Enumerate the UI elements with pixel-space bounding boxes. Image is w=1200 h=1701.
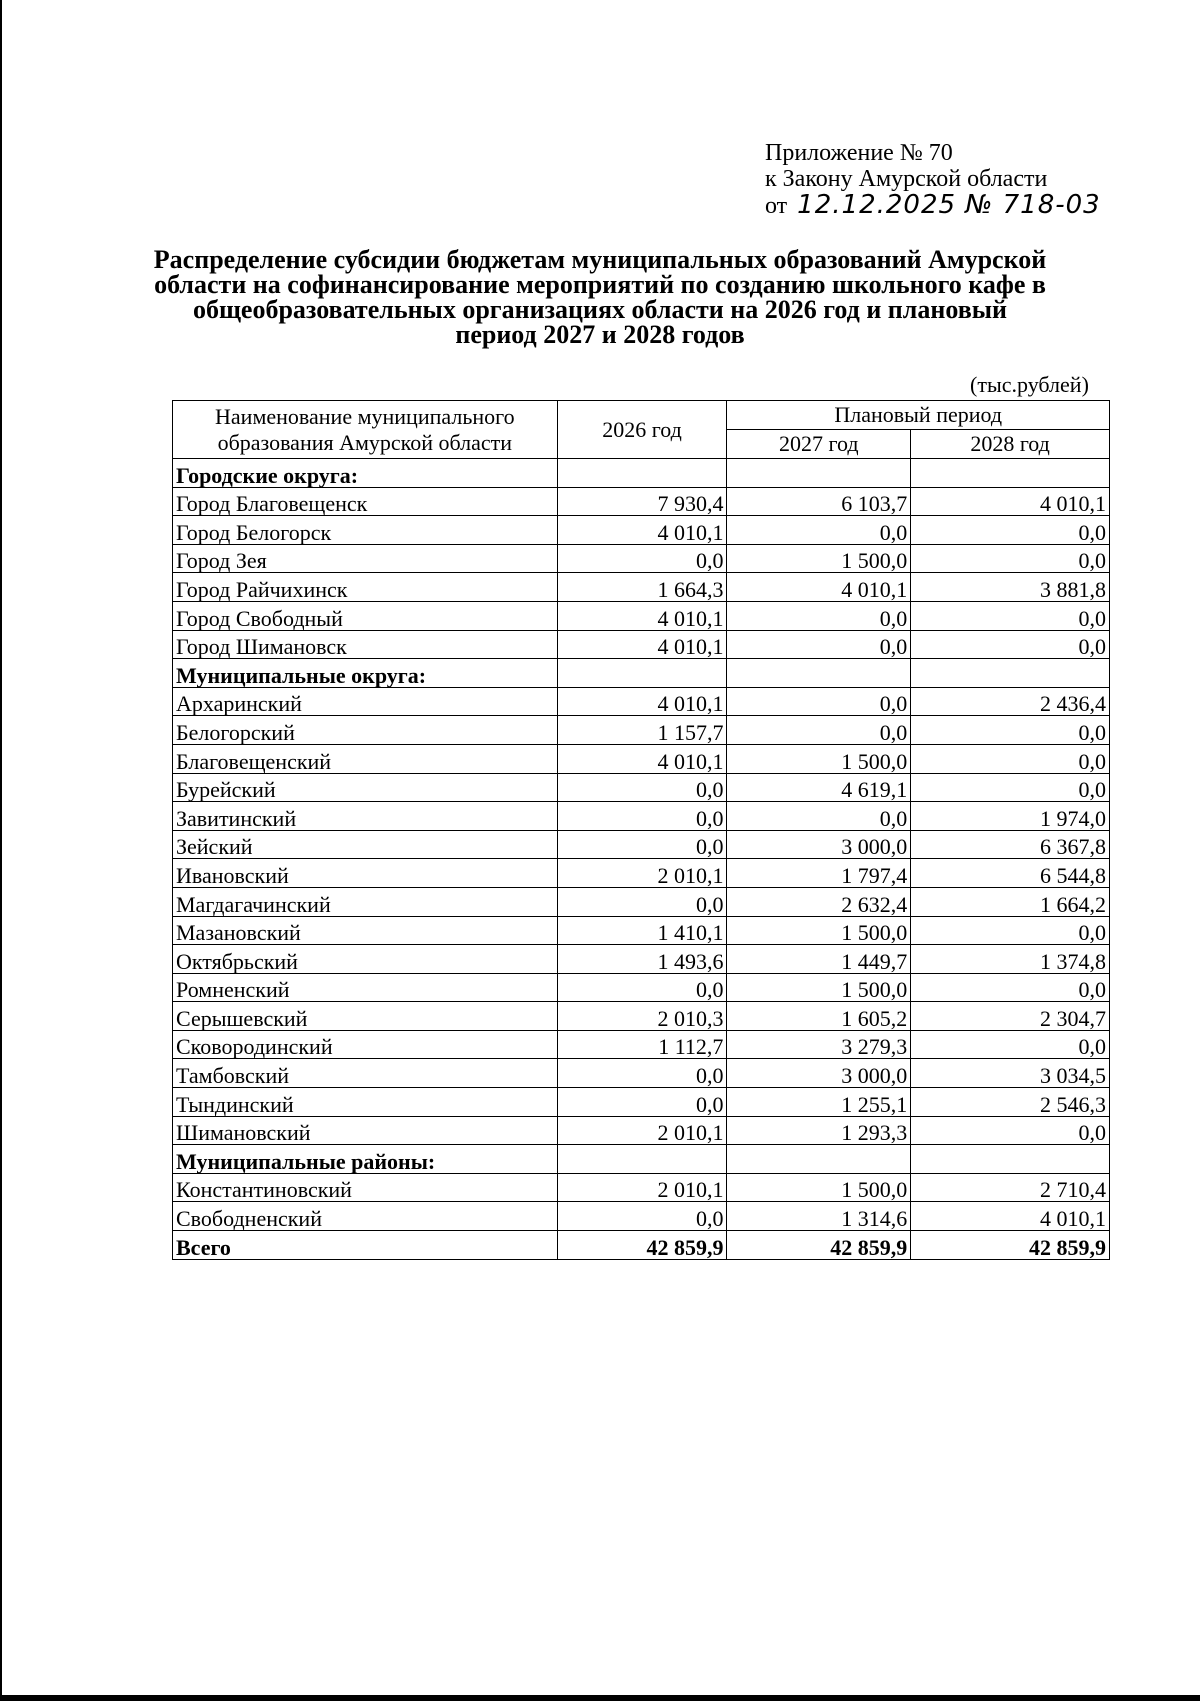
value-2026-cell: 7 930,4 <box>557 487 727 516</box>
value-2027-cell: 4 010,1 <box>727 573 911 602</box>
value-2026-cell: 1 410,1 <box>557 916 727 945</box>
value-2028-cell: 0,0 <box>911 973 1110 1002</box>
table-row <box>173 516 1110 545</box>
annex-date-prefix: от <box>765 193 788 219</box>
value-2027-cell: 0,0 <box>727 687 911 716</box>
row-name-cell: Зейский <box>173 830 558 859</box>
value-2027-cell: 1 500,0 <box>727 1173 911 1202</box>
value-2027-cell: 0,0 <box>727 516 911 545</box>
table-row <box>173 1030 1110 1059</box>
value-2028-cell: 0,0 <box>911 601 1110 630</box>
table-row <box>173 573 1110 602</box>
table-group-row <box>173 459 1110 488</box>
annex-date-line <box>765 192 1101 219</box>
row-name-cell: Шимановский <box>173 1116 558 1145</box>
row-name-cell: Свободненский <box>173 1202 558 1231</box>
value-2028-cell: 2 710,4 <box>911 1173 1110 1202</box>
total-2027-cell: 42 859,9 <box>727 1231 911 1260</box>
value-2028-cell: 4 010,1 <box>911 487 1110 516</box>
value-2027-cell: 4 619,1 <box>727 773 911 802</box>
row-name-cell: Тамбовский <box>173 1059 558 1088</box>
value-2028-cell: 1 374,8 <box>911 945 1110 974</box>
row-name-cell: Город Райчихинск <box>173 573 558 602</box>
table-row <box>173 916 1110 945</box>
row-name-cell: Город Белогорск <box>173 516 558 545</box>
value-2027-cell: 1 500,0 <box>727 744 911 773</box>
table-row <box>173 859 1110 888</box>
row-name-cell: Серышевский <box>173 1002 558 1031</box>
value-2026-cell: 1 493,6 <box>557 945 727 974</box>
table-row <box>173 687 1110 716</box>
row-name-cell: Город Благовещенск <box>173 487 558 516</box>
value-2028-cell: 6 544,8 <box>911 859 1110 888</box>
value-2026-cell <box>557 459 727 488</box>
value-2028-cell: 0,0 <box>911 916 1110 945</box>
scan-bottom-edge <box>0 1695 1200 1701</box>
table-row <box>173 773 1110 802</box>
table-row <box>173 716 1110 745</box>
row-name-cell: Ивановский <box>173 859 558 888</box>
value-2027-cell: 0,0 <box>727 630 911 659</box>
table-row <box>173 802 1110 831</box>
row-name-cell: Сковородинский <box>173 1030 558 1059</box>
header-name: Наименование муниципального образования Амурской области <box>173 401 558 459</box>
table-row <box>173 1002 1110 1031</box>
value-2026-cell: 0,0 <box>557 773 727 802</box>
value-2028-cell: 3 881,8 <box>911 573 1110 602</box>
value-2028-cell <box>911 659 1110 688</box>
table-row <box>173 887 1110 916</box>
value-2026-cell: 0,0 <box>557 887 727 916</box>
row-name-cell: Муниципальные районы: <box>173 1145 558 1174</box>
total-2026-cell: 42 859,9 <box>557 1231 727 1260</box>
value-2028-cell: 1 974,0 <box>911 802 1110 831</box>
value-2026-cell <box>557 1145 727 1174</box>
table-row <box>173 973 1110 1002</box>
value-2026-cell: 0,0 <box>557 1202 727 1231</box>
value-2028-cell: 0,0 <box>911 744 1110 773</box>
value-2027-cell <box>727 1145 911 1174</box>
table-total-row <box>173 1231 1110 1260</box>
value-2027-cell: 3 279,3 <box>727 1030 911 1059</box>
value-2026-cell: 4 010,1 <box>557 687 727 716</box>
value-2026-cell: 2 010,1 <box>557 859 727 888</box>
value-2026-cell: 4 010,1 <box>557 516 727 545</box>
value-2028-cell: 2 546,3 <box>911 1088 1110 1117</box>
value-2026-cell <box>557 659 727 688</box>
value-2027-cell: 1 797,4 <box>727 859 911 888</box>
value-2027-cell: 0,0 <box>727 716 911 745</box>
value-2026-cell: 0,0 <box>557 973 727 1002</box>
row-name-cell: Ромненский <box>173 973 558 1002</box>
row-name-cell: Муниципальные округа: <box>173 659 558 688</box>
total-2028-cell: 42 859,9 <box>911 1231 1110 1260</box>
table-row <box>173 830 1110 859</box>
value-2028-cell: 2 436,4 <box>911 687 1110 716</box>
table-row <box>173 945 1110 974</box>
unit-label: (тыс.рублей) <box>970 372 1089 397</box>
value-2026-cell: 4 010,1 <box>557 744 727 773</box>
value-2028-cell: 0,0 <box>911 544 1110 573</box>
value-2027-cell: 1 605,2 <box>727 1002 911 1031</box>
row-name-cell: Город Шимановск <box>173 630 558 659</box>
table-header <box>173 401 1110 459</box>
value-2026-cell: 1 664,3 <box>557 573 727 602</box>
distribution-table <box>172 400 1110 1260</box>
value-2026-cell: 4 010,1 <box>557 630 727 659</box>
row-name-cell: Город Свободный <box>173 601 558 630</box>
table-row <box>173 1173 1110 1202</box>
table-row <box>173 630 1110 659</box>
row-name-cell: Белогорский <box>173 716 558 745</box>
value-2028-cell: 1 664,2 <box>911 887 1110 916</box>
document-title: Распределение субсидии бюджетам муниципальных образований Амурской области на софинансирование мероприятий по созданию школьного кафе в общеобразовательных организациях области на 2026 год и плановый период 2027 и 2028 годов <box>153 245 1047 349</box>
value-2026-cell: 0,0 <box>557 830 727 859</box>
value-2026-cell: 0,0 <box>557 1088 727 1117</box>
row-name-cell: Октябрьский <box>173 945 558 974</box>
value-2026-cell: 0,0 <box>557 544 727 573</box>
value-2026-cell: 0,0 <box>557 802 727 831</box>
value-2027-cell: 1 500,0 <box>727 916 911 945</box>
table-row <box>173 487 1110 516</box>
row-name-cell: Благовещенский <box>173 744 558 773</box>
value-2028-cell: 4 010,1 <box>911 1202 1110 1231</box>
value-2028-cell <box>911 1145 1110 1174</box>
table-row <box>173 1116 1110 1145</box>
row-name-cell: Город Зея <box>173 544 558 573</box>
value-2028-cell: 0,0 <box>911 1116 1110 1145</box>
table-row <box>173 601 1110 630</box>
value-2026-cell: 2 010,3 <box>557 1002 727 1031</box>
header-2026: 2026 год <box>557 401 727 459</box>
header-2027: 2027 год <box>727 430 911 459</box>
row-name-cell: Городские округа: <box>173 459 558 488</box>
header-planned-period: Плановый период <box>727 401 1110 430</box>
value-2027-cell: 6 103,7 <box>727 487 911 516</box>
row-name-cell: Архаринский <box>173 687 558 716</box>
value-2026-cell: 2 010,1 <box>557 1116 727 1145</box>
value-2027-cell: 0,0 <box>727 601 911 630</box>
value-2027-cell: 3 000,0 <box>727 1059 911 1088</box>
value-2027-cell: 1 314,6 <box>727 1202 911 1231</box>
row-name-cell: Бурейский <box>173 773 558 802</box>
annex-number: Приложение № 70 <box>765 140 953 166</box>
value-2028-cell: 6 367,8 <box>911 830 1110 859</box>
row-name-cell: Завитинский <box>173 802 558 831</box>
value-2027-cell: 1 500,0 <box>727 973 911 1002</box>
table-group-row <box>173 1145 1110 1174</box>
value-2027-cell: 3 000,0 <box>727 830 911 859</box>
value-2027-cell <box>727 659 911 688</box>
scan-left-edge <box>0 0 2 1701</box>
value-2027-cell: 1 500,0 <box>727 544 911 573</box>
value-2026-cell: 4 010,1 <box>557 601 727 630</box>
table-row <box>173 544 1110 573</box>
value-2028-cell: 0,0 <box>911 1030 1110 1059</box>
total-label-cell: Всего <box>173 1231 558 1260</box>
table-row <box>173 1202 1110 1231</box>
value-2028-cell: 0,0 <box>911 630 1110 659</box>
value-2026-cell: 2 010,1 <box>557 1173 727 1202</box>
annex-law-reference: к Закону Амурской области <box>765 166 1048 192</box>
annex-block <box>765 140 1101 219</box>
value-2026-cell: 0,0 <box>557 1059 727 1088</box>
row-name-cell: Константиновский <box>173 1173 558 1202</box>
value-2028-cell: 0,0 <box>911 516 1110 545</box>
value-2028-cell: 3 034,5 <box>911 1059 1110 1088</box>
table-row <box>173 1088 1110 1117</box>
row-name-cell: Тындинский <box>173 1088 558 1117</box>
table-row <box>173 1059 1110 1088</box>
header-2028: 2028 год <box>911 430 1110 459</box>
value-2027-cell <box>727 459 911 488</box>
row-name-cell: Мазановский <box>173 916 558 945</box>
value-2027-cell: 1 449,7 <box>727 945 911 974</box>
value-2027-cell: 2 632,4 <box>727 887 911 916</box>
handwritten-date-number: 12.12.2025 № 718-03 <box>797 190 1101 220</box>
table-group-row <box>173 659 1110 688</box>
value-2027-cell: 0,0 <box>727 802 911 831</box>
value-2028-cell <box>911 459 1110 488</box>
value-2028-cell: 0,0 <box>911 716 1110 745</box>
row-name-cell: Магдагачинский <box>173 887 558 916</box>
value-2027-cell: 1 255,1 <box>727 1088 911 1117</box>
table-body <box>173 459 1110 1260</box>
value-2026-cell: 1 157,7 <box>557 716 727 745</box>
value-2027-cell: 1 293,3 <box>727 1116 911 1145</box>
table-row <box>173 744 1110 773</box>
value-2026-cell: 1 112,7 <box>557 1030 727 1059</box>
value-2028-cell: 2 304,7 <box>911 1002 1110 1031</box>
value-2028-cell: 0,0 <box>911 773 1110 802</box>
